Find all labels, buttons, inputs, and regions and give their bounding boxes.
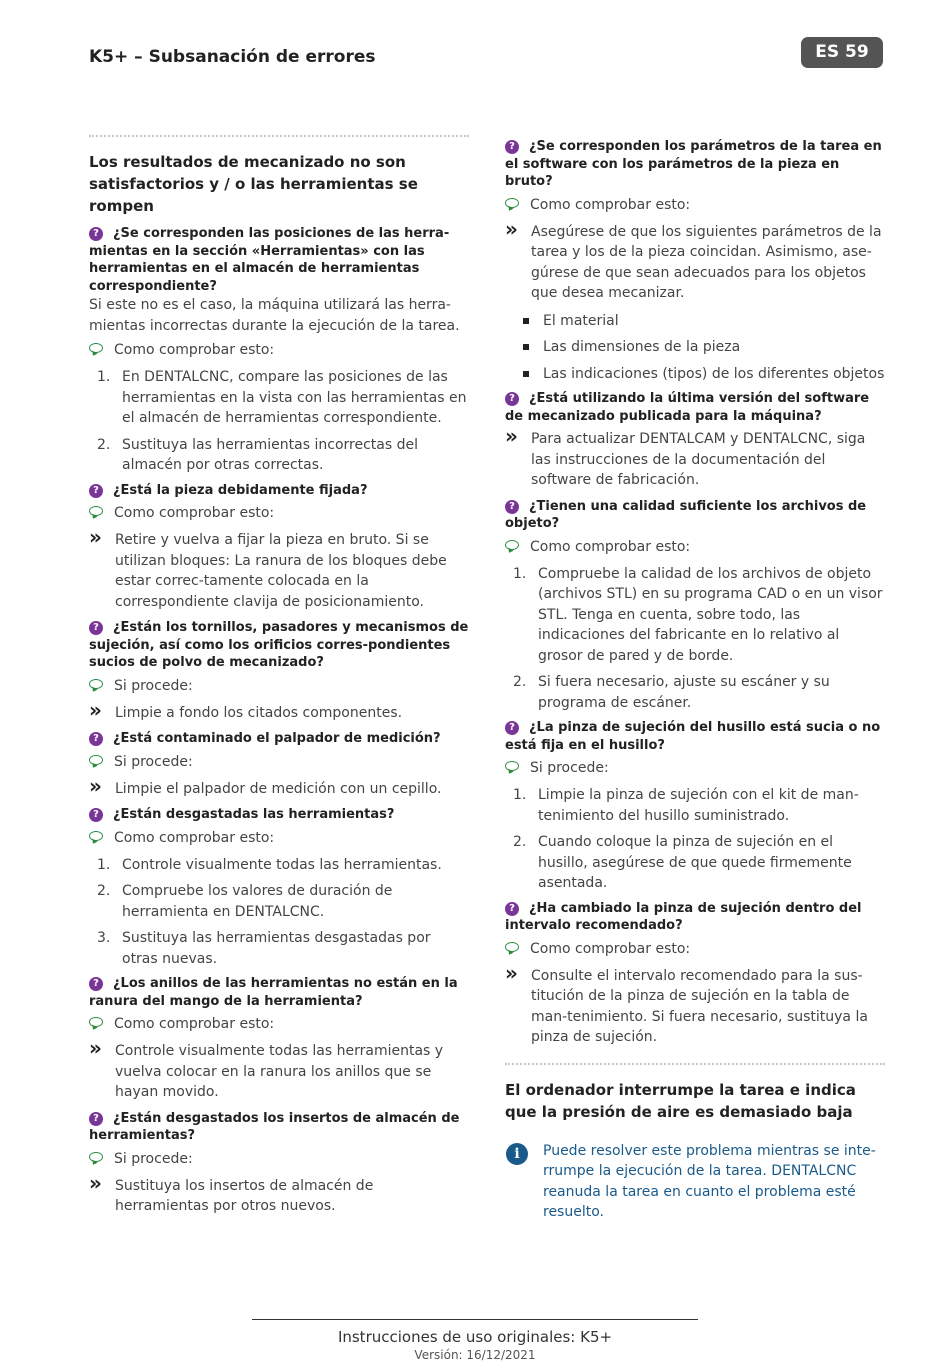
- double-chevron-icon: »: [89, 1036, 102, 1060]
- footer-divider: [252, 1319, 698, 1320]
- question: ? ¿La pinza de sujeción del husillo está sucia o no está fija en el husillo?: [505, 720, 881, 753]
- question: ? ¿Tienen una calidad suficiente los archivos de objeto?: [505, 498, 867, 531]
- double-chevron-icon: »: [89, 525, 102, 549]
- action-item: » Limpie a fondo los citados componentes.: [89, 697, 403, 722]
- speech-bubble-icon: [89, 506, 103, 516]
- question: ? ¿Ha cambiado la pinza de sujeción dentro del intervalo recomendado?: [505, 900, 862, 933]
- question-icon: ?: [89, 227, 103, 241]
- question-icon: ?: [505, 500, 519, 514]
- check-label: Si procede:: [89, 676, 469, 696]
- question: ? ¿Está contaminado el palpador de medición?: [89, 730, 469, 748]
- list-item: 2. Si fuera necesario, ajuste su escáner y su programa de escáner.: [513, 674, 830, 711]
- speech-bubble-icon: [89, 755, 103, 765]
- question: ? ¿Están desgastados los insertos de almacén de herramientas?: [89, 1110, 460, 1143]
- question: ? ¿Están los tornillos, pasadores y mecanismos de sujeción, así como los orificios corres-pondientes sucios de polvo de mecanizado?: [89, 620, 469, 670]
- speech-bubble-icon: [89, 831, 103, 841]
- check-label: Si procede:: [89, 1149, 469, 1169]
- question: ? ¿Los anillos de las herramientas no están en la ranura del mango de la herramienta?: [89, 976, 458, 1009]
- speech-bubble-icon: [89, 1152, 103, 1162]
- list-item: 2. Sustituya las herramientas incorrectas del almacén por otras correctas.: [97, 436, 418, 473]
- question: ? ¿Se corresponden los parámetros de la tarea en el software con los parámetros de la pieza en bruto?: [505, 139, 882, 189]
- question: ? ¿Está la pieza debidamente fijada?: [89, 482, 469, 500]
- list-item: 1. Limpie la pinza de sujeción con el kit de man-tenimiento del husillo suministrado.: [513, 787, 859, 824]
- list-item: 1. Compruebe la calidad de los archivos de objeto (archivos STL) en su programa CAD o en un visor STL. Tenga en cuenta, sobre todo, las indicaciones del fabricante en lo relativo al grosor de pared y de borde.: [513, 565, 883, 664]
- question: ? ¿Está utilizando la última versión del software de mecanizado publicada para la máquina?: [505, 391, 870, 424]
- action-item: » Retire y vuelva a fijar la pieza en bruto. Si se utilizan bloques: La ranura de los bloques debe estar correc-tamente colocada en la correspondiente clavija de posicionamiento.: [89, 525, 447, 610]
- dotted-divider: [505, 1063, 885, 1065]
- speech-bubble-icon: [89, 1017, 103, 1027]
- section-title: El ordenador interrumpe la tarea e indica que la presión de aire es demasiado baja: [505, 1080, 856, 1121]
- question-icon: ?: [505, 140, 519, 154]
- question-icon: ?: [505, 721, 519, 735]
- section-title: Los resultados de mecanizado no son satisfactorios y / o las herramientas se rompen: [89, 153, 418, 215]
- paragraph: Si este no es el caso, la máquina utilizará las herra-mientas incorrectas durante la ejecución de la tarea.: [89, 297, 460, 334]
- double-chevron-icon: »: [505, 424, 518, 448]
- question-icon: ?: [505, 902, 519, 916]
- footer-version: Versión: 16/12/2021: [414, 1348, 536, 1362]
- speech-bubble-icon: [505, 540, 519, 550]
- check-label: Si procede:: [505, 758, 885, 778]
- check-label: Como comprobar esto:: [89, 1014, 469, 1034]
- action-item: » Sustituya los insertos de almacén de herramientas por otros nuevos.: [89, 1170, 374, 1214]
- question: ? ¿Se corresponden las posiciones de las herra-mientas en la sección «Herramientas» con las herramientas en el almacén de herramientas correspondiente?: [89, 226, 450, 294]
- check-label: Como comprobar esto:: [89, 503, 469, 523]
- check-label: Como comprobar esto:: [505, 195, 885, 215]
- check-label: Si procede:: [89, 752, 469, 772]
- info-note: i Puede resolver este problema mientras se inte-rrumpe la ejecución de la tarea. DENTALCNC reanuda la tarea en cuanto el problema esté resuelto.: [505, 1141, 885, 1223]
- question-icon: ?: [89, 484, 103, 498]
- footer-title: Instrucciones de uso originales: K5+: [337, 1328, 613, 1346]
- list-item: 3. Sustituya las herramientas desgastadas por otras nuevas.: [97, 930, 431, 967]
- double-chevron-icon: »: [89, 773, 102, 798]
- question-icon: ?: [89, 732, 103, 746]
- question-icon: ?: [89, 808, 103, 822]
- speech-bubble-icon: [505, 761, 519, 771]
- square-bullet-icon: [523, 318, 529, 324]
- action-item: » Consulte el intervalo recomendado para la sus-titución de la pinza de sujeción en la tabla de man-tenimiento. Si fuera necesario, sustituya la pinza de sujeción.: [505, 960, 868, 1045]
- action-item: » Limpie el palpador de medición con un cepillo.: [89, 773, 442, 798]
- question-icon: ?: [89, 621, 103, 635]
- square-bullet-icon: [523, 371, 529, 377]
- question-icon: ?: [89, 977, 103, 991]
- check-label: Como comprobar esto:: [89, 828, 469, 848]
- double-chevron-icon: »: [89, 1170, 102, 1195]
- check-label: Como comprobar esto:: [505, 537, 885, 557]
- speech-bubble-icon: [89, 679, 103, 689]
- double-chevron-icon: »: [89, 697, 102, 722]
- question-icon: ?: [505, 392, 519, 406]
- list-item: 1. En DENTALCNC, compare las posiciones de las herramientas en la vista con las herramientas en el almacén de herramientas correspondiente.: [97, 369, 467, 426]
- page-header-title: K5+ – Subsanación de errores: [89, 47, 376, 67]
- check-label: Como comprobar esto:: [89, 340, 469, 360]
- bullet-item: Las indicaciones (tipos) de los diferentes objetos: [505, 364, 885, 385]
- question-icon: ?: [89, 1112, 103, 1126]
- bullet-item: Las dimensiones de la pieza: [505, 337, 885, 358]
- right-column: [505, 138, 885, 1223]
- speech-bubble-icon: [89, 343, 103, 353]
- action-item: » Controle visualmente todas las herramientas y vuelva colocar en la ranura los anillos que se hayan movido.: [89, 1036, 444, 1100]
- double-chevron-icon: »: [505, 960, 518, 985]
- double-chevron-icon: »: [505, 216, 518, 241]
- page-number-badge: ES 59: [801, 37, 883, 68]
- list-item: 2. Cuando coloque la pinza de sujeción en el husillo, asegúrese de que quede firmemente asentada.: [513, 834, 852, 891]
- bullet-item: El material: [505, 311, 885, 332]
- left-column: [89, 135, 469, 1224]
- question: ? ¿Están desgastadas las herramientas?: [89, 806, 469, 824]
- action-item: » Para actualizar DENTALCAM y DENTALCNC, siga las instrucciones de la documentación del software de fabricación.: [505, 424, 866, 488]
- info-icon: i: [506, 1143, 528, 1165]
- speech-bubble-icon: [505, 198, 519, 208]
- action-item: » Asegúrese de que los siguientes parámetros de la tarea y los de la pieza coincidan. Asimismo, ase-gúrese de que sean adecuados para los objetos que desea mecanizar.: [505, 216, 882, 301]
- square-bullet-icon: [523, 344, 529, 350]
- dotted-divider: [89, 135, 469, 137]
- speech-bubble-icon: [505, 942, 519, 952]
- list-item: 2. Compruebe los valores de duración de herramienta en DENTALCNC.: [97, 883, 393, 920]
- list-item: 1. Controle visualmente todas las herramientas.: [97, 856, 442, 873]
- check-label: Como comprobar esto:: [505, 939, 885, 959]
